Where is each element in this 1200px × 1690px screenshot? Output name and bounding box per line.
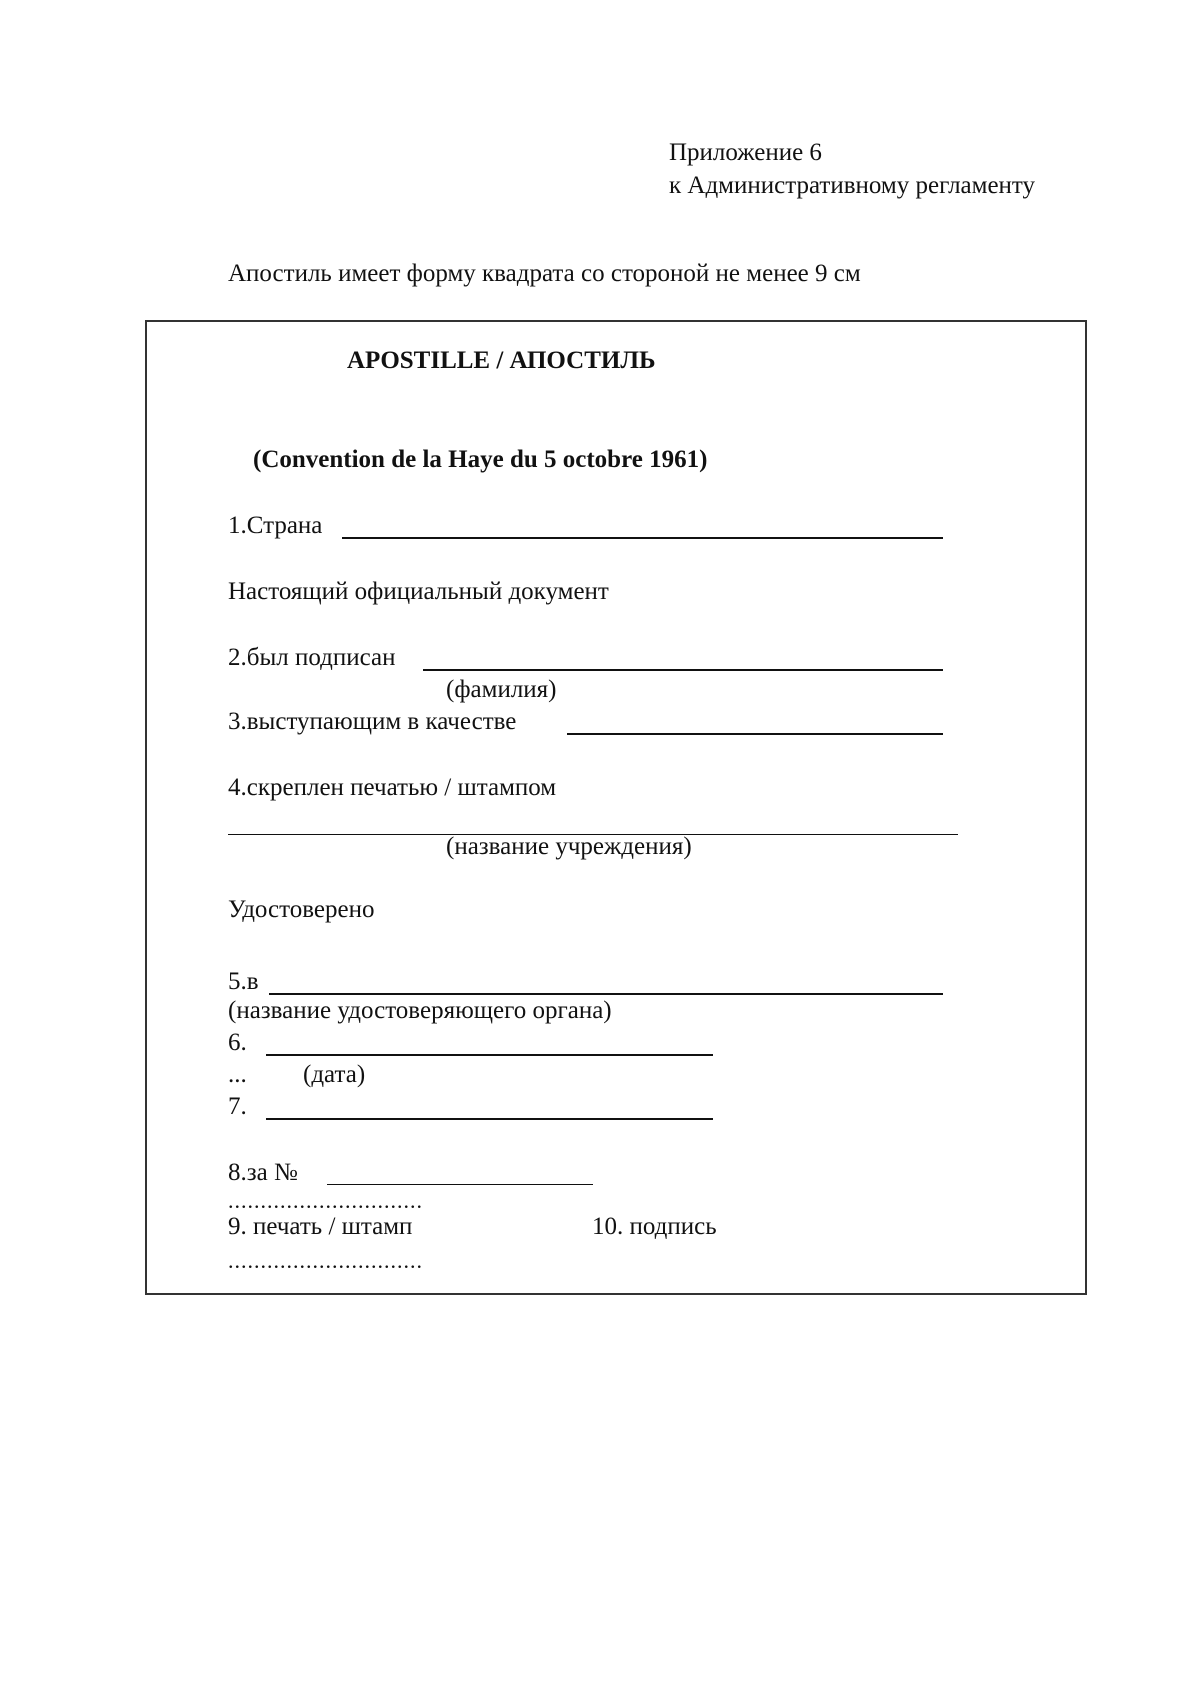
field-stamp-label: 9. печать / штамп bbox=[228, 1213, 413, 1240]
field-authority-line bbox=[266, 1118, 713, 1120]
convention-subtitle: (Convention de la Haye du 5 octobre 1961) bbox=[253, 446, 708, 473]
field-place-line bbox=[269, 993, 943, 995]
field-capacity-line bbox=[567, 733, 943, 735]
document-note: Настоящий официальный документ bbox=[228, 578, 609, 605]
stamp-dots-bottom: .............................. bbox=[228, 1248, 423, 1273]
field-signed-by-line bbox=[423, 669, 943, 671]
apostille-title: APOSTILLE / АПОСТИЛЬ bbox=[347, 347, 656, 374]
field-date-hint: (дата) bbox=[303, 1061, 366, 1088]
field-country-label: 1.Страна bbox=[228, 512, 323, 539]
field-seal-hint: (название учреждения) bbox=[446, 833, 692, 860]
annex-reference: к Административному регламенту bbox=[669, 172, 1036, 199]
field-number-label: 8.за № bbox=[228, 1159, 298, 1186]
field-signed-by-label: 2.был подписан bbox=[228, 644, 396, 671]
field-signed-by-hint: (фамилия) bbox=[446, 676, 557, 703]
certified-heading: Удостоверено bbox=[228, 896, 375, 923]
field-signature-label: 10. подпись bbox=[592, 1213, 717, 1240]
field-capacity-label: 3.выступающим в качестве bbox=[228, 708, 517, 735]
field-authority-label: 7. bbox=[228, 1093, 247, 1120]
intro-text: Апостиль имеет форму квадрата со стороной не менее 9 см bbox=[228, 260, 861, 287]
field-place-hint: (название удостоверяющего органа) bbox=[228, 997, 612, 1024]
field-country-line bbox=[342, 537, 943, 539]
annex-number: Приложение 6 bbox=[669, 139, 822, 166]
field-place-label: 5.в bbox=[228, 968, 259, 995]
field-seal-label: 4.скреплен печатью / штампом bbox=[228, 774, 557, 801]
field-date-ellipsis: ... bbox=[228, 1061, 247, 1088]
field-date-label: 6. bbox=[228, 1029, 247, 1056]
stamp-dots-top: .............................. bbox=[228, 1188, 423, 1213]
field-date-line bbox=[266, 1054, 713, 1056]
field-number-line bbox=[327, 1184, 593, 1185]
